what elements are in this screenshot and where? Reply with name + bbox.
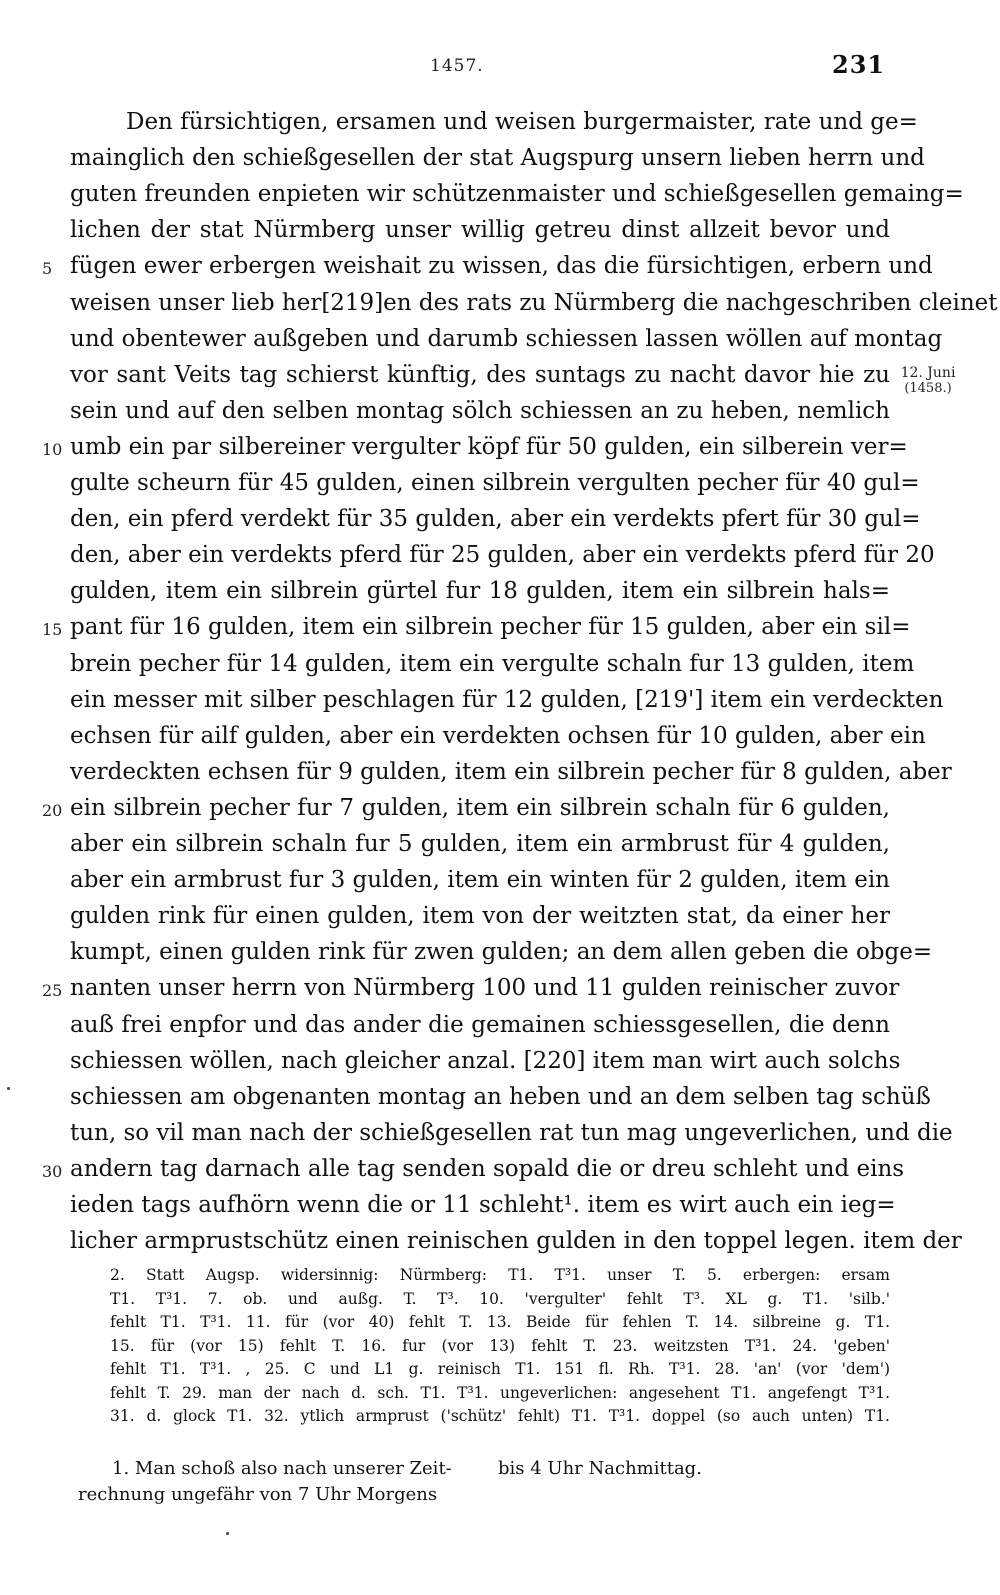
- text-line: [0, 140, 1000, 176]
- line-text: tun, so vil man nach der schießgesellen rat tun mag ungeverlichen, und die: [70, 1119, 953, 1146]
- text-line: [0, 285, 1000, 321]
- text-line: [0, 754, 1000, 790]
- apparatus-line: 2. Statt Augsp. widersinnig: Nürmberg: T1. T³1. unser T. 5. erbergen: ersam: [110, 1266, 890, 1284]
- apparatus-line: fehlt T1. T³1. , 25. C und L1 g. reinisch T1. 151 fl. Rh. T³1. 28. 'an' (vor 'dem'): [110, 1360, 890, 1378]
- text-line: [0, 934, 1000, 970]
- line-number: 25: [42, 981, 63, 1001]
- line-text: ein messer mit silber peschlagen für 12 gulden, [219'] item ein verdeckten: [70, 686, 944, 713]
- text-line: [0, 718, 1000, 754]
- line-text: und obentewer außgeben und darumb schiessen lassen wöllen auf montag: [70, 325, 943, 352]
- line-text: vor sant Veits tag schierst künftig, des suntags zu nacht davor hie zu: [70, 361, 890, 388]
- text-line: [0, 393, 1000, 429]
- apparatus-line: 15. für (vor 15) fehlt T. 16. fur (vor 13) fehlt T. 23. weitzsten T³1. 24. 'geben': [110, 1336, 890, 1355]
- footnote-right: bis 4 Uhr Nachmittag.: [498, 1458, 702, 1479]
- line-text: gulden, item ein silbrein gürtel fur 18 gulden, item ein silbrein hals=: [70, 578, 890, 605]
- text-line: [0, 790, 1000, 826]
- line-text: schiessen am obgenanten montag an heben und an dem selben tag schüß: [70, 1083, 931, 1110]
- text-line: [0, 1043, 1000, 1079]
- line-text: auß frei enpfor und das ander die gemainen schiessgesellen, die denn: [70, 1011, 890, 1038]
- text-line: [0, 1151, 1000, 1187]
- apparatus-line: T1. T³1. 7. ob. und außg. T. T³. 10. 'vergulter' fehlt T³. XL g. T1. 'silb.': [110, 1289, 890, 1308]
- text-line: [0, 1115, 1000, 1151]
- line-text: den, ein pferd verdekt für 35 gulden, aber ein verdekts pfert für 30 gul=: [70, 506, 921, 533]
- line-text: weisen unser lieb her[219]en des rats zu Nürmberg die nachgeschriben cleinet: [70, 289, 998, 316]
- print-speck: [7, 1087, 10, 1090]
- running-head-year: 1457.: [430, 56, 484, 76]
- line-text: schiessen wöllen, nach gleicher anzal. [220] item man wirt auch solchs: [70, 1047, 901, 1074]
- text-line: [0, 104, 1000, 140]
- line-text: ieden tags aufhörn wenn die or 11 schleht¹. item es wirt auch ein ieg=: [70, 1192, 896, 1218]
- text-line: [0, 176, 1000, 212]
- text-line: [0, 682, 1000, 718]
- line-text: licher armprustschütz einen reinischen gulden in den toppel legen. item der: [70, 1228, 962, 1255]
- line-number: 20: [42, 800, 63, 820]
- text-line: [0, 465, 1000, 501]
- line-text: andern tag darnach alle tag senden sopald die or dreu schleht und eins: [70, 1155, 905, 1182]
- line-text: mainglich den schießgesellen der stat Augspurg unsern lieben herrn und: [70, 145, 925, 172]
- line-text: kumpt, einen gulden rink für zwen gulden; an dem allen geben die obge=: [70, 939, 933, 966]
- line-text: den, aber ein verdekts pferd für 25 gulden, aber ein verdekts pferd für 20: [70, 542, 935, 569]
- text-line: [0, 212, 1000, 248]
- line-number: 5: [42, 259, 53, 279]
- line-text: gulden rink für einen gulden, item von der weitzten stat, da einer her: [70, 903, 890, 930]
- line-text: fügen ewer erbergen weishait zu wissen, das die fürsichtigen, erbern und: [70, 253, 933, 280]
- page-number: 231: [832, 50, 886, 79]
- text-line: [0, 862, 1000, 898]
- line-text: Den fürsichtigen, ersamen und weisen burgermaister, rate und ge=: [126, 109, 918, 135]
- footnote-line: 1. Man schoß also nach unserer Zeit-: [112, 1458, 452, 1479]
- line-text: gulte scheurn für 45 gulden, einen silbrein vergulten pecher für 40 gul=: [70, 470, 920, 496]
- footnote-left: [78, 1456, 478, 1508]
- line-text: umb ein par silbereiner vergulter köpf für 50 gulden, ein silberein ver=: [70, 433, 908, 460]
- apparatus-line: 31. d. glock T1. 32. ytlich armprust ('schütz' fehlt) T1. T³1. doppel (so auch unten) T1.: [110, 1407, 890, 1425]
- line-text: nanten unser herrn von Nürmberg 100 und 11 gulden reinischer zuvor: [70, 975, 900, 1002]
- text-line: [0, 970, 1000, 1006]
- text-line: [0, 1223, 1000, 1259]
- apparatus-line: fehlt T1. T³1. 11. für (vor 40) fehlt T. 13. Beide für fehlen T. 14. silbreine g. T1.: [110, 1313, 890, 1331]
- text-line: [0, 1007, 1000, 1043]
- line-number: 10: [42, 439, 63, 459]
- text-line: [0, 898, 1000, 934]
- text-line: [0, 357, 1000, 393]
- text-line: [0, 321, 1000, 357]
- line-text: lichen der stat Nürmberg unser willig getreu dinst allzeit bevor und: [70, 217, 890, 244]
- line-number: 15: [42, 620, 63, 640]
- text-line: [0, 429, 1000, 465]
- line-text: echsen für ailf gulden, aber ein verdekten ochsen für 10 gulden, aber ein: [70, 722, 926, 749]
- line-text: verdeckten echsen für 9 gulden, item ein silbrein pecher für 8 gulden, aber: [70, 758, 952, 785]
- text-line: [0, 826, 1000, 862]
- critical-apparatus: [110, 1264, 890, 1429]
- text-line: [0, 573, 1000, 609]
- text-line: [0, 1187, 1000, 1223]
- line-text: brein pecher für 14 gulden, item ein vergulte schaln fur 13 gulden, item: [70, 650, 915, 677]
- line-text: pant für 16 gulden, item ein silbrein pecher für 15 gulden, aber ein sil=: [70, 614, 911, 641]
- margin-date-note: [893, 365, 963, 397]
- line-text: aber ein armbrust fur 3 gulden, item ein winten für 2 gulden, item ein: [70, 867, 890, 894]
- line-text: guten freunden enpieten wir schützenmaister und schießgesellen gemaing=: [70, 181, 964, 208]
- text-line: [0, 537, 1000, 573]
- apparatus-line: fehlt T. 29. man der nach d. sch. T1. T³1. ungeverlichen: angesehent T1. angefengt T³1.: [110, 1383, 890, 1402]
- text-line: [0, 609, 1000, 645]
- text-line: [0, 248, 1000, 284]
- footnote-line: rechnung ungefähr von 7 Uhr Morgens: [78, 1484, 438, 1505]
- margin-date: 12. Juni: [900, 365, 956, 381]
- line-text: aber ein silbrein schaln fur 5 gulden, item ein armbrust für 4 gulden,: [70, 831, 890, 857]
- print-speck: [226, 1532, 229, 1535]
- line-text: sein und auf den selben montag sölch schiessen an zu heben, nemlich: [70, 397, 890, 424]
- line-number: 30: [42, 1161, 63, 1181]
- line-text: ein silbrein pecher fur 7 gulden, item ein silbrein schaln für 6 gulden,: [70, 794, 890, 821]
- margin-year: (1458.): [904, 381, 952, 396]
- text-line: [0, 646, 1000, 682]
- text-line: [0, 501, 1000, 537]
- text-line: [0, 1079, 1000, 1115]
